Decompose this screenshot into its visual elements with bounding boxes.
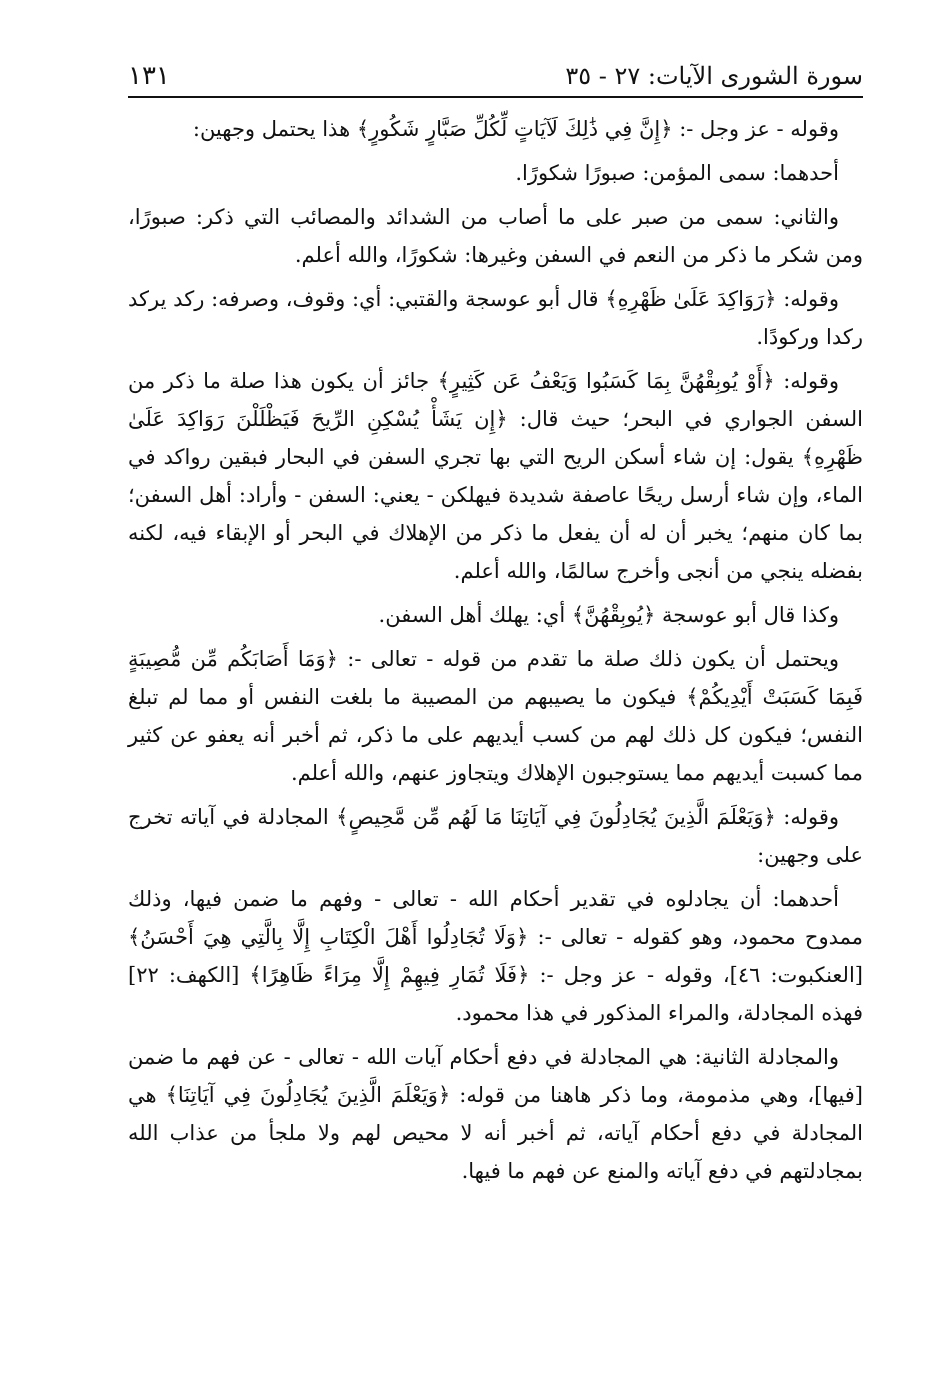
paragraph	[128, 1038, 863, 1190]
paragraph	[128, 198, 863, 274]
text-run: فيكون ما يصيبهم من المصيبة ما بلغت النفس أو مما لم تبلغ النفس؛ فيكون كل ذلك لهم من كسب أيديهم على ما ذكر، ثم أخبر أنه يعفو عن كثير مما كسبت أيديهم مما يستوجبون الإهلاك ويتجاوز عنهم، والله أعلم.	[128, 685, 863, 785]
text-run: [الكهف: ٢٢] فهذه المجادلة، والمراء المذكور في هذا محمود.	[128, 963, 863, 1025]
text-run: أي: يهلك أهل السفن.	[378, 603, 572, 627]
text-run: هذا يحتمل وجهين:	[192, 117, 357, 141]
paragraph	[128, 798, 863, 874]
quran-verse: ﴿أَوْ يُوبِقْهُنَّ بِمَا كَسَبُوا وَيَعْفُ عَن كَثِيرٍ﴾	[437, 369, 775, 393]
text-run: المجادلة في آياته تخرج على وجهين:	[128, 805, 863, 867]
quran-verse: ﴿وَلَا تُجَادِلُوا أَهْلَ الْكِتَابِ إِلَّا بِالَّتِي هِيَ أَحْسَنُ﴾	[128, 925, 529, 949]
text-run: يقول: إن شاء أسكن الريح التي بها تجري السفن في البحار فبقين رواكد في الماء، وإن شاء أرسل ريحًا عاصفة شديدة فيهلكن - يعني: السفن - وأراد: أهل السفن؛ بما كان منهم؛ يخبر أن له أن يفعل ما ذكر من الإهلاك في البحر أو الإبقاء فيه، لكنه بفضله ينجي من أنجى وأخرج سالمًا، والله أعلم.	[128, 445, 863, 583]
body-text	[128, 110, 863, 1196]
quran-verse: ﴿وَمَا أَصَابَكُم مِّن مُّصِيبَةٍ فَبِمَا كَسَبَتْ أَيْدِيكُمْ﴾	[128, 647, 863, 709]
paragraph	[128, 596, 863, 634]
paragraph	[128, 640, 863, 792]
text-run: والمجادلة الثانية: هي المجادلة في دفع أحكام آيات الله - تعالى - عن فهم ما ضمن [فيها]، وهي مذمومة، وما ذكر هاهنا من قوله:	[128, 1045, 863, 1107]
text-run: وقوله:	[776, 287, 839, 311]
header-title: سورة الشورى الآيات: ٢٧ - ٣٥	[565, 62, 863, 90]
text-run: أحدهما: سمى المؤمن: صبورًا شكورًا.	[515, 161, 839, 185]
text-run: وكذا قال أبو عوسجة	[655, 603, 839, 627]
text-run: والثاني: سمى من صبر على ما أصاب من الشدائد والمصائب التي ذكر: صبورًا، ومن شكر ما ذكر من النعم في السفن وغيرها: شكورًا، والله أعلم.	[128, 205, 863, 267]
page-number: ١٣١	[128, 61, 170, 91]
text-run: أحدهما: أن يجادلوه في تقدير أحكام الله - تعالى - وفهم ما ضمن فيها، وذلك ممدوح محمود، وهو كقوله - تعالى -:	[128, 887, 863, 949]
quran-verse: ﴿يُوبِقْهُنَّ﴾	[571, 603, 656, 627]
quran-verse: ﴿وَيَعْلَمَ الَّذِينَ يُجَادِلُونَ فِي آيَاتِنَا﴾	[165, 1083, 451, 1107]
quran-verse: ﴿رَوَاكِدَ عَلَىٰ ظَهْرِهِ﴾	[605, 287, 777, 311]
quran-verse: ﴿إِنَّ فِي ذَٰلِكَ لَآيَاتٍ لِّكُلِّ صَبَّارٍ شَكُورٍ﴾	[356, 117, 673, 141]
text-run: [العنكبوت: ٤٦]، وقوله - عز وجل -:	[529, 963, 863, 987]
text-run: وقوله - عز وجل -:	[672, 117, 839, 141]
text-run: قال أبو عوسجة والقتبي: أي: وقوف، وصرفه: ركد يركد ركدا وركودًا.	[128, 287, 863, 349]
quran-verse: ﴿إِن يَشَأْ يُسْكِنِ الرِّيحَ فَيَظْلَلْنَ رَوَاكِدَ عَلَىٰ ظَهْرِهِ﴾	[128, 407, 863, 469]
text-run: ويحتمل أن يكون ذلك صلة ما تقدم من قوله - تعالى -:	[338, 647, 839, 671]
header-rule	[128, 96, 863, 98]
text-run: جائز أن يكون هذا صلة ما ذكر من السفن الجواري في البحر؛ حيث قال:	[128, 369, 863, 431]
paragraph	[128, 362, 863, 590]
quran-verse: ﴿فَلَا تُمَارِ فِيهِمْ إِلَّا مِرَاءً ظَاهِرًا﴾	[249, 963, 530, 987]
paragraph	[128, 154, 863, 192]
running-header	[128, 56, 863, 96]
text-run: هي المجادلة في دفع أحكام آياته، ثم أخبر أنه لا محيص لهم ولا ملجأ من عذاب الله بمجادلتهم في دفع آياته والمنع عن فهم ما فيها.	[128, 1083, 863, 1183]
text-run: وقوله:	[774, 369, 839, 393]
paragraph	[128, 880, 863, 1032]
text-run: وقوله:	[775, 805, 840, 829]
paragraph	[128, 110, 863, 148]
paragraph	[128, 280, 863, 356]
quran-verse: ﴿وَيَعْلَمَ الَّذِينَ يُجَادِلُونَ فِي آيَاتِنَا مَا لَهُم مِّن مَّحِيصٍ﴾	[336, 805, 776, 829]
